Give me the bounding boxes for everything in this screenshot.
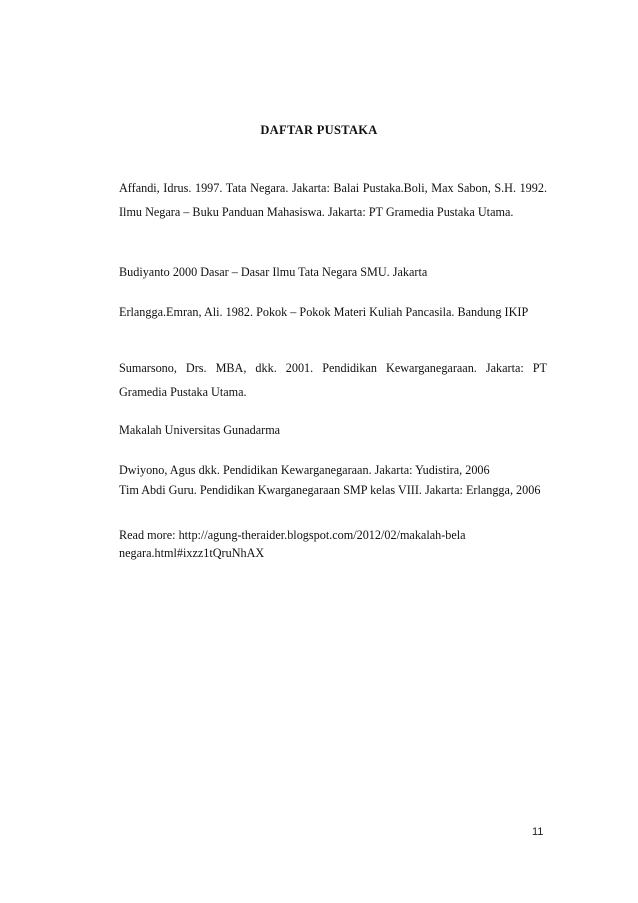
read-more-url-line1: http://agung-theraider.blogspot.com/2012/02/makalah-bela — [178, 528, 466, 542]
read-more-url-line2: negara.html#ixzz1tQruNhAX — [119, 546, 265, 560]
reference-entry: Dwiyono, Agus dkk. Pendidikan Kewarganegaraan. Jakarta: Yudistira, 2006 — [119, 463, 490, 477]
read-more-label: Read more: — [119, 528, 176, 542]
reference-entry: Tim Abdi Guru. Pendidikan Kwarganegaraan SMP kelas VIII. Jakarta: Erlangga, 2006 — [119, 483, 541, 497]
page-number: 11 — [532, 826, 544, 838]
reference-entry: Affandi, Idrus. 1997. Tata Negara. Jakarta: Balai Pustaka.Boli, Max Sabon, S.H. 1992. Ilmu Negara – Buku Panduan Mahasiswa. Jakarta: PT Gramedia Pustaka Utama. — [119, 181, 547, 219]
read-more-note — [119, 526, 547, 562]
reference-entry: Makalah Universitas Gunadarma — [119, 423, 281, 437]
reference-entry: Budiyanto 2000 Dasar – Dasar Ilmu Tata Negara SMU. Jakarta — [119, 265, 428, 279]
reference-entry: Sumarsono, Drs. MBA, dkk. 2001. Pendidikan Kewarganegaraan. Jakarta: PT Gramedia Pustaka Utama. — [119, 361, 547, 399]
page-title: DAFTAR PUSTAKA — [260, 123, 378, 137]
reference-entry: Erlangga.Emran, Ali. 1982. Pokok – Pokok Materi Kuliah Pancasila. Bandung IKIP — [119, 305, 529, 319]
